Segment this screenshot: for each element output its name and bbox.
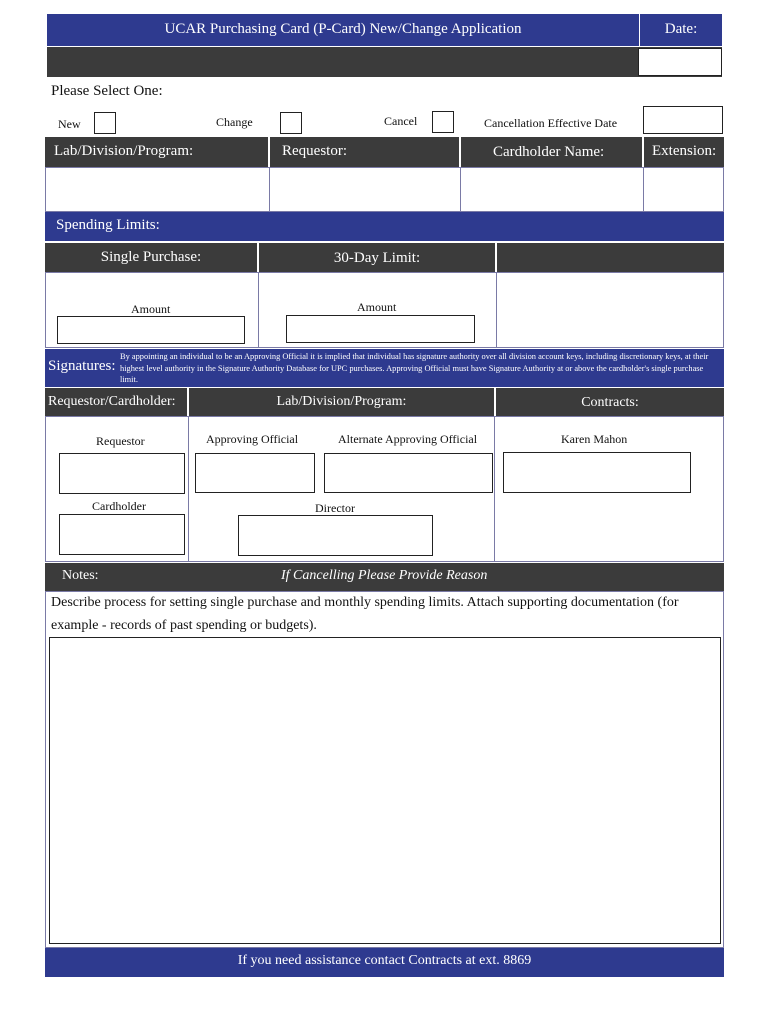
sig-col-contracts-label: Contracts: — [581, 395, 639, 410]
cardholder-sig-label: Cardholder — [92, 499, 146, 513]
contracts-person-label: Karen Mahon — [561, 432, 628, 446]
sig-col-lab-label: Lab/Division/Program: — [276, 394, 407, 409]
signatures-bar — [45, 349, 724, 387]
signatures-note: By appointing an individual to be an Approving Official it is implied that individual has signature authority over all division account keys, including discretionary keys, at their highest level authority in the Signature Authority Database for UPC purchases. Approving Official must have Signature Authority at or above the cardholder's single purchase limit. — [120, 352, 709, 384]
sig-col-contracts-header — [496, 388, 724, 416]
spending-limits-title: Spending Limits: — [56, 217, 160, 233]
title-bar — [47, 14, 639, 46]
signatures-title: Signatures: — [48, 358, 116, 374]
new-label: New — [58, 117, 81, 131]
requestor-input[interactable] — [269, 167, 461, 212]
new-checkbox[interactable] — [94, 112, 116, 134]
info-header-extension — [644, 137, 724, 167]
thirty-amount-input[interactable] — [286, 315, 475, 343]
cardholder-signature-field[interactable] — [59, 514, 185, 555]
date-header — [640, 14, 722, 46]
extension-label: Extension: — [652, 143, 717, 159]
requestor-label: Requestor: — [282, 143, 347, 159]
cardholder-name-input[interactable] — [460, 167, 644, 212]
cancel-label: Cancel — [384, 114, 418, 128]
notes-textarea[interactable] — [49, 637, 721, 944]
approving-official-signature-field[interactable] — [195, 453, 315, 493]
single-purchase-header — [45, 243, 257, 272]
thirty-day-label: 30-Day Limit: — [333, 250, 421, 266]
notes-bar — [45, 563, 724, 591]
footer-bar — [45, 948, 724, 977]
single-amount-label: Amount — [131, 302, 171, 316]
cardholder-name-label: Cardholder Name: — [493, 144, 605, 160]
director-label: Director — [315, 501, 355, 515]
footer-assist-text: If you need assistance contact Contracts at ext. 8869 — [237, 953, 532, 968]
single-purchase-label: Single Purchase: — [100, 249, 202, 265]
date-label: Date: — [664, 21, 698, 37]
sig-col-requestor-header — [45, 388, 187, 416]
notes-label: Notes: — [62, 568, 99, 583]
form-title: UCAR Purchasing Card (P-Card) New/Change Application — [164, 21, 522, 37]
director-signature-field[interactable] — [238, 515, 433, 556]
contracts-signature-field[interactable] — [503, 452, 691, 493]
requestor-signature-field[interactable] — [59, 453, 185, 494]
approving-official-label: Approving Official — [206, 432, 299, 446]
change-checkbox[interactable] — [280, 112, 302, 134]
date-input[interactable] — [638, 48, 722, 76]
notes-description: Describe process for setting single purchase and monthly spending limits. Attach supporting documentation (for example - records of past spending or budgets). — [51, 595, 679, 633]
info-header-cardholder — [461, 137, 642, 167]
spending-limits-bar — [45, 212, 724, 241]
lab-input[interactable] — [45, 167, 270, 212]
spending-blank-header — [497, 243, 724, 272]
thirty-amount-label: Amount — [357, 300, 397, 314]
cancellation-date-label: Cancellation Effective Date — [484, 116, 618, 130]
spending-blank-cell — [496, 272, 724, 348]
alternate-official-label: Alternate Approving Official — [338, 432, 478, 446]
requestor-sig-label: Requestor — [96, 434, 145, 448]
extension-input[interactable] — [643, 167, 724, 212]
select-prompt: Please Select One: — [51, 83, 163, 99]
lab-label: Lab/Division/Program: — [54, 143, 194, 159]
info-header-lab — [45, 137, 268, 167]
info-header-requestor — [270, 137, 459, 167]
single-amount-input[interactable] — [57, 316, 245, 344]
alternate-official-signature-field[interactable] — [324, 453, 493, 493]
cancel-checkbox[interactable] — [432, 111, 454, 133]
thirty-day-header — [259, 243, 495, 272]
cancellation-date-input[interactable] — [643, 106, 723, 134]
title-subbar — [47, 47, 722, 77]
sig-col-lab-header — [189, 388, 494, 416]
notes-cancel-prompt: If Cancelling Please Provide Reason — [281, 568, 488, 583]
change-label: Change — [216, 115, 253, 129]
sig-col-requestor-label: Requestor/Cardholder: — [48, 394, 176, 409]
